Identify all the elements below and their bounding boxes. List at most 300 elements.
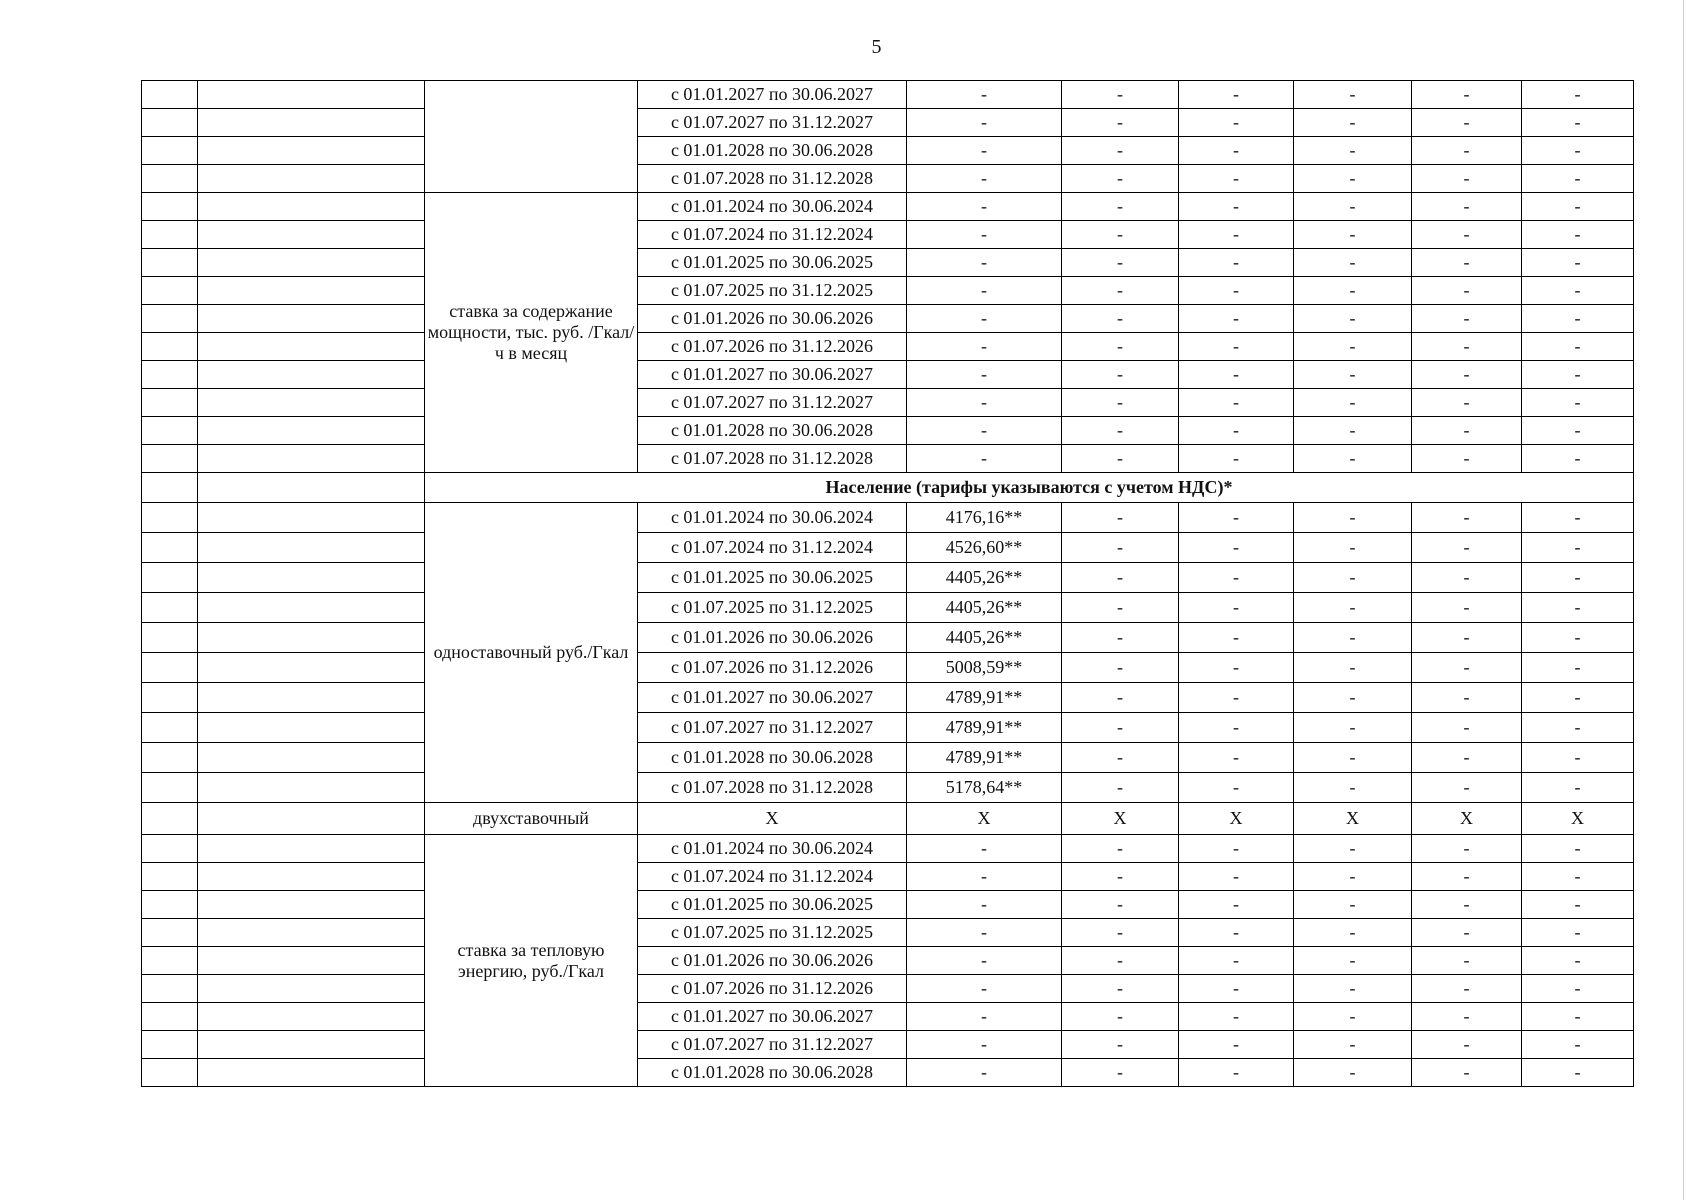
period-cell: с 01.01.2028 по 30.06.2028: [638, 417, 907, 445]
value-cell: -: [1412, 713, 1522, 743]
value-cell: -: [1522, 891, 1634, 919]
tariff-value: 4405,26**: [907, 563, 1062, 593]
value-cell: -: [1294, 563, 1412, 593]
tariff-value: 4405,26**: [907, 623, 1062, 653]
period-cell: с 01.07.2028 по 31.12.2028: [638, 165, 907, 193]
group-cell-continued: [425, 81, 638, 193]
value-cell: -: [1062, 277, 1179, 305]
value-cell: -: [907, 445, 1062, 473]
two-rate-label: двухставочный: [425, 803, 638, 835]
value-cell: -: [1522, 835, 1634, 863]
period-cell: с 01.01.2026 по 30.06.2026: [638, 947, 907, 975]
value-cell: -: [1522, 221, 1634, 249]
period-cell: с 01.01.2024 по 30.06.2024: [638, 835, 907, 863]
number-cell: [142, 533, 198, 563]
value-cell: -: [1412, 891, 1522, 919]
value-cell: -: [1062, 835, 1179, 863]
value-cell: -: [1179, 221, 1294, 249]
value-cell: -: [1412, 137, 1522, 165]
org-cell: [198, 1031, 425, 1059]
value-cell: -: [1179, 593, 1294, 623]
value-cell: -: [1412, 193, 1522, 221]
value-cell: -: [907, 165, 1062, 193]
value-cell: -: [1062, 165, 1179, 193]
value-cell: -: [1412, 743, 1522, 773]
value-cell: -: [1294, 1003, 1412, 1031]
value-cell: -: [907, 389, 1062, 417]
number-cell: [142, 165, 198, 193]
value-cell: -: [1179, 445, 1294, 473]
table-row: [142, 919, 1634, 947]
tariff-value: 5008,59**: [907, 653, 1062, 683]
x-mark: X: [907, 803, 1062, 835]
value-cell: -: [1522, 653, 1634, 683]
value-cell: -: [1294, 1059, 1412, 1087]
value-cell: -: [1522, 1059, 1634, 1087]
org-cell: [198, 81, 425, 109]
value-cell: -: [1294, 1031, 1412, 1059]
value-cell: -: [1522, 683, 1634, 713]
value-cell: -: [1412, 445, 1522, 473]
x-mark: X: [1522, 803, 1634, 835]
number-cell: [142, 417, 198, 445]
value-cell: -: [1522, 81, 1634, 109]
value-cell: -: [1062, 221, 1179, 249]
value-cell: -: [1412, 417, 1522, 445]
org-cell: [198, 503, 425, 533]
period-cell: с 01.07.2025 по 31.12.2025: [638, 593, 907, 623]
value-cell: -: [1062, 713, 1179, 743]
value-cell: -: [907, 919, 1062, 947]
value-cell: -: [1412, 165, 1522, 193]
org-cell: [198, 193, 425, 221]
period-cell: с 01.07.2028 по 31.12.2028: [638, 445, 907, 473]
value-cell: -: [1412, 389, 1522, 417]
table-row: [142, 361, 1634, 389]
value-cell: -: [1412, 249, 1522, 277]
value-cell: -: [1412, 109, 1522, 137]
value-cell: -: [1062, 653, 1179, 683]
period-cell: с 01.07.2027 по 31.12.2027: [638, 1031, 907, 1059]
section-header: Население (тарифы указываются с учетом НДС)*: [425, 473, 1634, 503]
value-cell: -: [1179, 417, 1294, 445]
value-cell: -: [1179, 653, 1294, 683]
period-cell: с 01.01.2025 по 30.06.2025: [638, 563, 907, 593]
table-row: [142, 193, 1634, 221]
value-cell: -: [907, 947, 1062, 975]
value-cell: -: [1522, 623, 1634, 653]
x-mark: X: [1412, 803, 1522, 835]
value-cell: -: [1062, 683, 1179, 713]
scan-edge-line: [1683, 0, 1684, 1200]
table-row: [142, 277, 1634, 305]
value-cell: -: [907, 361, 1062, 389]
tariff-value: 5178,64**: [907, 773, 1062, 803]
number-cell: [142, 891, 198, 919]
value-cell: -: [907, 975, 1062, 1003]
table-row: [142, 653, 1634, 683]
page-number: 5: [871, 36, 882, 58]
value-cell: -: [1294, 593, 1412, 623]
period-cell: с 01.01.2028 по 30.06.2028: [638, 1059, 907, 1087]
value-cell: -: [1412, 683, 1522, 713]
value-cell: -: [1412, 563, 1522, 593]
value-cell: -: [1522, 503, 1634, 533]
value-cell: -: [1062, 623, 1179, 653]
value-cell: -: [1179, 1059, 1294, 1087]
period-cell: с 01.07.2027 по 31.12.2027: [638, 713, 907, 743]
value-cell: -: [1062, 503, 1179, 533]
period-cell: с 01.07.2024 по 31.12.2024: [638, 863, 907, 891]
table-row: [142, 473, 1634, 503]
value-cell: -: [1062, 193, 1179, 221]
value-cell: -: [1412, 975, 1522, 1003]
value-cell: -: [1294, 305, 1412, 333]
value-cell: -: [1522, 249, 1634, 277]
period-cell: с 01.01.2025 по 30.06.2025: [638, 891, 907, 919]
value-cell: -: [1062, 305, 1179, 333]
value-cell: -: [907, 1031, 1062, 1059]
single-rate-label: одноставочный руб./Гкал: [425, 503, 638, 803]
value-cell: -: [907, 333, 1062, 361]
period-cell: с 01.01.2028 по 30.06.2028: [638, 137, 907, 165]
value-cell: -: [1179, 563, 1294, 593]
value-cell: -: [1522, 563, 1634, 593]
number-cell: [142, 193, 198, 221]
org-cell: [198, 593, 425, 623]
x-mark: X: [1062, 803, 1179, 835]
period-cell: с 01.01.2025 по 30.06.2025: [638, 249, 907, 277]
value-cell: -: [1062, 1003, 1179, 1031]
value-cell: -: [1522, 277, 1634, 305]
value-cell: -: [1062, 109, 1179, 137]
value-cell: -: [907, 863, 1062, 891]
org-cell: [198, 623, 425, 653]
value-cell: -: [1062, 919, 1179, 947]
tariff-table: [141, 80, 1634, 1087]
value-cell: -: [1412, 1059, 1522, 1087]
value-cell: -: [1179, 361, 1294, 389]
value-cell: -: [1412, 361, 1522, 389]
value-cell: -: [1522, 333, 1634, 361]
value-cell: -: [1294, 109, 1412, 137]
value-cell: -: [1294, 653, 1412, 683]
value-cell: -: [1294, 221, 1412, 249]
value-cell: -: [1179, 193, 1294, 221]
value-cell: -: [1179, 503, 1294, 533]
org-cell: [198, 835, 425, 863]
value-cell: -: [1062, 743, 1179, 773]
org-cell: [198, 1003, 425, 1031]
value-cell: -: [907, 835, 1062, 863]
value-cell: -: [1179, 249, 1294, 277]
table-row: [142, 835, 1634, 863]
tariff-value: 4789,91**: [907, 713, 1062, 743]
value-cell: -: [1294, 277, 1412, 305]
period-cell: с 01.07.2027 по 31.12.2027: [638, 389, 907, 417]
table-row: [142, 445, 1634, 473]
value-cell: -: [1179, 109, 1294, 137]
table-row: [142, 1003, 1634, 1031]
value-cell: -: [1412, 653, 1522, 683]
value-cell: -: [1412, 593, 1522, 623]
value-cell: -: [1522, 743, 1634, 773]
period-cell: с 01.07.2025 по 31.12.2025: [638, 277, 907, 305]
value-cell: -: [1522, 165, 1634, 193]
org-cell: [198, 249, 425, 277]
value-cell: -: [907, 891, 1062, 919]
number-cell: [142, 743, 198, 773]
value-cell: -: [1294, 165, 1412, 193]
number-cell: [142, 109, 198, 137]
number-cell: [142, 445, 198, 473]
value-cell: -: [1179, 919, 1294, 947]
value-cell: -: [907, 305, 1062, 333]
number-cell: [142, 277, 198, 305]
table-row: [142, 891, 1634, 919]
value-cell: -: [1522, 773, 1634, 803]
table-row: [142, 503, 1634, 533]
value-cell: -: [1294, 333, 1412, 361]
table-row: [142, 743, 1634, 773]
value-cell: -: [907, 1003, 1062, 1031]
value-cell: -: [1062, 445, 1179, 473]
value-cell: -: [1522, 1031, 1634, 1059]
value-cell: -: [1179, 975, 1294, 1003]
table-row: [142, 417, 1634, 445]
period-cell: с 01.01.2024 по 30.06.2024: [638, 193, 907, 221]
value-cell: -: [1062, 361, 1179, 389]
org-cell: [198, 563, 425, 593]
value-cell: -: [1522, 305, 1634, 333]
org-cell: [198, 863, 425, 891]
value-cell: -: [907, 417, 1062, 445]
table-row: [142, 773, 1634, 803]
value-cell: -: [1412, 773, 1522, 803]
value-cell: -: [1179, 891, 1294, 919]
table-row: [142, 249, 1634, 277]
table-row: [142, 593, 1634, 623]
org-cell: [198, 891, 425, 919]
number-cell: [142, 1003, 198, 1031]
period-cell: с 01.01.2027 по 30.06.2027: [638, 81, 907, 109]
number-cell: [142, 305, 198, 333]
value-cell: -: [1179, 773, 1294, 803]
value-cell: -: [1522, 109, 1634, 137]
number-cell: [142, 683, 198, 713]
value-cell: -: [1522, 863, 1634, 891]
value-cell: -: [1412, 1031, 1522, 1059]
value-cell: -: [1522, 713, 1634, 743]
number-cell: [142, 653, 198, 683]
value-cell: -: [1294, 417, 1412, 445]
org-cell: [198, 109, 425, 137]
org-cell: [198, 333, 425, 361]
value-cell: -: [1522, 389, 1634, 417]
value-cell: -: [907, 249, 1062, 277]
value-cell: -: [1179, 835, 1294, 863]
number-cell: [142, 563, 198, 593]
value-cell: -: [1522, 361, 1634, 389]
number-cell: [142, 503, 198, 533]
value-cell: -: [1179, 333, 1294, 361]
value-cell: -: [1412, 863, 1522, 891]
value-cell: -: [1294, 835, 1412, 863]
table-row: [142, 165, 1634, 193]
org-cell: [198, 417, 425, 445]
value-cell: -: [1062, 891, 1179, 919]
value-cell: -: [1294, 533, 1412, 563]
value-cell: -: [1294, 193, 1412, 221]
value-cell: -: [1179, 137, 1294, 165]
value-cell: -: [1412, 333, 1522, 361]
value-cell: -: [1294, 919, 1412, 947]
value-cell: -: [1522, 137, 1634, 165]
table-row: [142, 81, 1634, 109]
period-cell: с 01.01.2027 по 30.06.2027: [638, 683, 907, 713]
number-cell: [142, 1059, 198, 1087]
period-cell: с 01.01.2026 по 30.06.2026: [638, 623, 907, 653]
value-cell: -: [1522, 593, 1634, 623]
value-cell: -: [1412, 919, 1522, 947]
tariff-value: 4526,60**: [907, 533, 1062, 563]
value-cell: -: [1412, 503, 1522, 533]
value-cell: -: [907, 221, 1062, 249]
value-cell: -: [1294, 773, 1412, 803]
table-row: [142, 137, 1634, 165]
tariff-value: 4176,16**: [907, 503, 1062, 533]
value-cell: -: [1522, 445, 1634, 473]
number-cell: [142, 623, 198, 653]
org-cell: [198, 533, 425, 563]
value-cell: -: [1179, 277, 1294, 305]
org-cell: [198, 919, 425, 947]
value-cell: -: [1179, 165, 1294, 193]
period-cell: с 01.07.2026 по 31.12.2026: [638, 975, 907, 1003]
value-cell: -: [1179, 389, 1294, 417]
period-cell: с 01.07.2026 по 31.12.2026: [638, 653, 907, 683]
value-cell: -: [1062, 333, 1179, 361]
value-cell: -: [1294, 81, 1412, 109]
table-row: [142, 533, 1634, 563]
value-cell: -: [1179, 683, 1294, 713]
x-mark: X: [1179, 803, 1294, 835]
value-cell: -: [1522, 975, 1634, 1003]
value-cell: -: [1179, 81, 1294, 109]
period-cell: с 01.07.2027 по 31.12.2027: [638, 109, 907, 137]
value-cell: -: [1294, 713, 1412, 743]
table-row: [142, 1059, 1634, 1087]
number-cell: [142, 803, 198, 835]
number-cell: [142, 137, 198, 165]
value-cell: -: [907, 193, 1062, 221]
value-cell: -: [1062, 1059, 1179, 1087]
period-cell: с 01.01.2026 по 30.06.2026: [638, 305, 907, 333]
value-cell: -: [1294, 683, 1412, 713]
number-cell: [142, 249, 198, 277]
value-cell: -: [1062, 137, 1179, 165]
value-cell: -: [1062, 593, 1179, 623]
value-cell: -: [1522, 193, 1634, 221]
period-cell: с 01.01.2027 по 30.06.2027: [638, 1003, 907, 1031]
number-cell: [142, 713, 198, 743]
table-row: [142, 863, 1634, 891]
value-cell: -: [1179, 533, 1294, 563]
value-cell: -: [1412, 533, 1522, 563]
tariff-value: 4789,91**: [907, 743, 1062, 773]
value-cell: -: [1412, 947, 1522, 975]
value-cell: -: [907, 277, 1062, 305]
value-cell: -: [907, 109, 1062, 137]
table-row: [142, 389, 1634, 417]
value-cell: -: [1062, 563, 1179, 593]
value-cell: -: [1294, 743, 1412, 773]
table-row: [142, 683, 1634, 713]
value-cell: -: [1412, 623, 1522, 653]
value-cell: -: [907, 1059, 1062, 1087]
org-cell: [198, 473, 425, 503]
table-row: [142, 333, 1634, 361]
value-cell: -: [1294, 891, 1412, 919]
table-row: [142, 221, 1634, 249]
table-row: [142, 1031, 1634, 1059]
number-cell: [142, 1031, 198, 1059]
table-row: [142, 623, 1634, 653]
table-row: [142, 975, 1634, 1003]
number-cell: [142, 975, 198, 1003]
value-cell: -: [1062, 773, 1179, 803]
org-cell: [198, 165, 425, 193]
org-cell: [198, 773, 425, 803]
period-cell: с 01.01.2024 по 30.06.2024: [638, 503, 907, 533]
period-cell: с 01.01.2027 по 30.06.2027: [638, 361, 907, 389]
value-cell: -: [1062, 249, 1179, 277]
table-row: [142, 947, 1634, 975]
value-cell: -: [1412, 1003, 1522, 1031]
value-cell: -: [1294, 137, 1412, 165]
value-cell: -: [1179, 863, 1294, 891]
value-cell: -: [1179, 1003, 1294, 1031]
value-cell: -: [1412, 81, 1522, 109]
org-cell: [198, 305, 425, 333]
value-cell: -: [1412, 305, 1522, 333]
number-cell: [142, 947, 198, 975]
org-cell: [198, 221, 425, 249]
value-cell: -: [1179, 305, 1294, 333]
value-cell: -: [907, 137, 1062, 165]
number-cell: [142, 773, 198, 803]
value-cell: -: [1294, 975, 1412, 1003]
number-cell: [142, 593, 198, 623]
value-cell: -: [1412, 835, 1522, 863]
number-cell: [142, 389, 198, 417]
value-cell: -: [1294, 863, 1412, 891]
org-cell: [198, 975, 425, 1003]
value-cell: -: [1412, 277, 1522, 305]
period-cell: с 01.07.2026 по 31.12.2026: [638, 333, 907, 361]
number-cell: [142, 919, 198, 947]
value-cell: -: [1412, 221, 1522, 249]
org-cell: [198, 947, 425, 975]
value-cell: -: [1522, 1003, 1634, 1031]
org-cell: [198, 361, 425, 389]
value-cell: -: [1062, 947, 1179, 975]
org-cell: [198, 653, 425, 683]
number-cell: [142, 361, 198, 389]
value-cell: -: [907, 81, 1062, 109]
value-cell: -: [1294, 623, 1412, 653]
number-cell: [142, 473, 198, 503]
